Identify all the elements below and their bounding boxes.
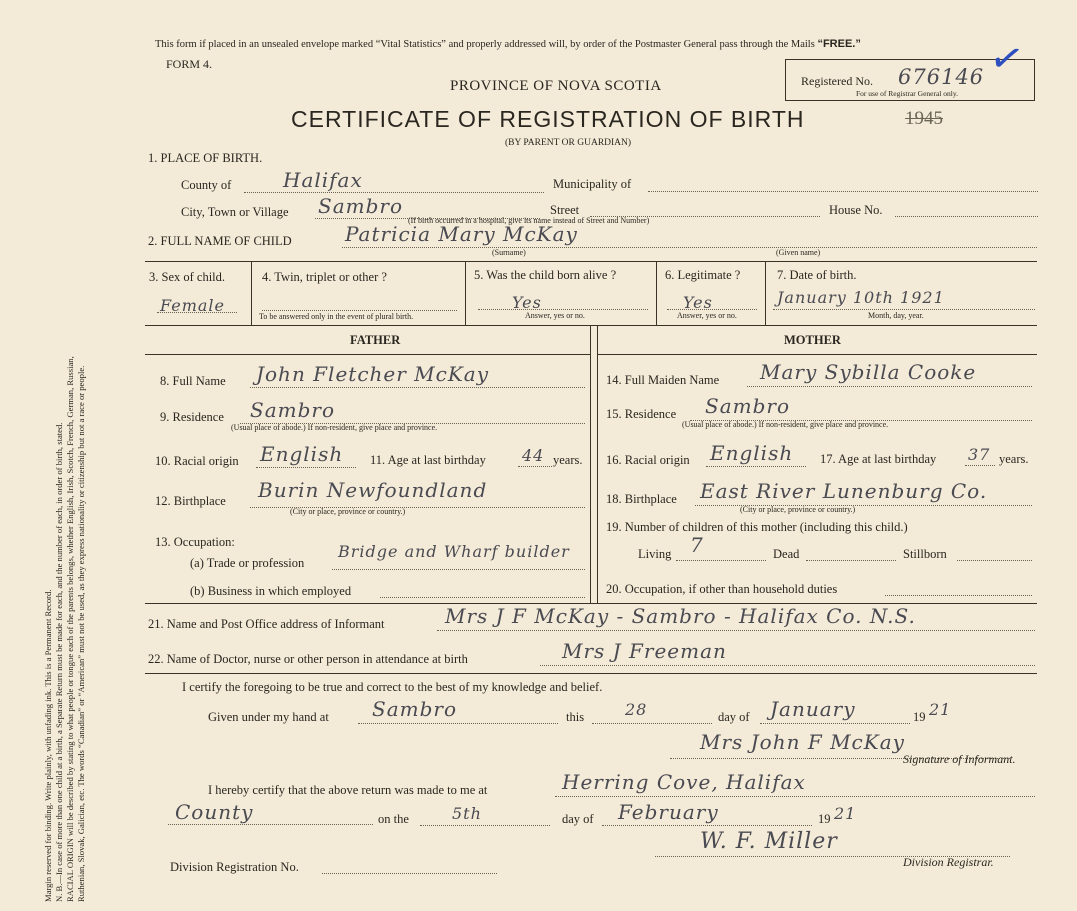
mother-racial-value: English (710, 441, 794, 465)
mother-birthplace-note: (City or place, province or country.) (740, 505, 856, 514)
alive-label: 5. Was the child born alive ? (474, 268, 617, 282)
informant-value: Mrs J F McKay - Sambro - Halifax Co. N.S. (445, 604, 916, 628)
form-number: FORM 4. (166, 57, 213, 71)
informant-signature: Mrs John F McKay (700, 730, 905, 754)
alive-value: Yes (512, 293, 542, 312)
father-racial-label: 10. Racial origin (155, 454, 239, 468)
father-years-label: years. (553, 453, 583, 467)
mother-birthplace-label: 18. Birthplace (606, 492, 677, 506)
certify-statement: I certify the foregoing to be true and correct to the best of my knowledge and belief. (182, 680, 603, 694)
registrar-statement: I hereby certify that the above return was made to me at (208, 783, 488, 797)
registrar-month-value: February (618, 800, 719, 824)
margin-line: Ruthenian, Slovak, Galician, etc. The words “Canadian” or “American” must not be used, as they express nationality or citizenship but not a race or people. (76, 365, 86, 902)
registrar-year-value: 21 (834, 804, 857, 823)
division-registration-label: Division Registration No. (170, 860, 299, 874)
given-day-of-label: day of (718, 710, 750, 724)
father-birthplace-value: Burin Newfoundland (258, 478, 488, 502)
father-age-label: 11. Age at last birthday (370, 453, 486, 467)
given-label: Given under my hand at (208, 710, 329, 724)
margin-instructions (43, 32, 87, 902)
registrar-county-value: County (175, 800, 254, 824)
province-heading: PROVINCE OF NOVA SCOTIA (450, 78, 662, 94)
county-value: Halifax (283, 168, 363, 192)
check-mark-icon: ✓ (985, 33, 1028, 85)
mother-occupation-label: 20. Occupation, if other than household duties (606, 582, 838, 596)
registrar-signature: W. F. Miller (700, 829, 838, 854)
father-heading: FATHER (350, 333, 401, 347)
registrar-place-value: Herring Cove, Halifax (562, 770, 806, 794)
place-of-birth-heading: 1. PLACE OF BIRTH. (148, 151, 263, 165)
father-residence-note: (Usual place of abode.) If non-resident, give place and province. (231, 423, 438, 432)
given-year-prefix: 19 (913, 710, 926, 724)
living-value: 7 (690, 533, 704, 557)
street-label: Street (550, 203, 580, 217)
page-subtitle: (BY PARENT OR GUARDIAN) (505, 138, 632, 148)
given-name-note: (Given name) (776, 248, 821, 257)
given-year-value: 21 (929, 700, 952, 719)
mother-heading: MOTHER (784, 333, 841, 347)
margin-line: Margin reserved for binding. Write plainly, with unfading ink. This is a Permanent Record. (43, 589, 53, 902)
stillborn-label: Stillborn (903, 547, 947, 561)
registered-note: For use of Registrar General only. (856, 89, 958, 98)
father-birthplace-label: 12. Birthplace (155, 494, 226, 508)
mother-age-label: 17. Age at last birthday (820, 452, 937, 466)
father-name-label: 8. Full Name (160, 374, 226, 388)
father-residence-label: 9. Residence (160, 410, 224, 424)
page-title: CERTIFICATE OF REGISTRATION OF BIRTH (291, 106, 805, 132)
business-label: (b) Business in which employed (190, 584, 352, 598)
municipality-label: Municipality of (553, 177, 632, 191)
sex-value: Female (160, 296, 225, 315)
mother-age-value: 37 (968, 445, 991, 464)
free-label: “FREE.” (817, 38, 861, 50)
house-no-label: House No. (829, 203, 883, 217)
mother-birthplace-value: East River Lunenburg Co. (700, 479, 988, 503)
date-of-birth-label: 7. Date of birth. (777, 268, 857, 282)
mother-residence-value: Sambro (705, 394, 790, 418)
alive-note: Answer, yes or no. (525, 311, 585, 320)
mother-name-label: 14. Full Maiden Name (606, 373, 720, 387)
registrar-day-of-label: day of (562, 812, 594, 826)
informant-signature-label: Signature of Informant. (903, 752, 1016, 766)
informant-label: 21. Name and Post Office address of Informant (148, 617, 385, 631)
margin-line: N. B.—In case of more than one child at a birth, a Separate Return must be made for each, and the number of each, in order of birth, stated. (54, 422, 64, 902)
this-label: this (566, 710, 585, 724)
father-name-value: John Fletcher McKay (256, 362, 490, 386)
given-month-value: January (770, 697, 856, 721)
registrar-year-prefix: 19 (818, 812, 831, 826)
child-name-label: 2. FULL NAME OF CHILD (148, 234, 292, 248)
given-day-value: 28 (625, 700, 648, 719)
date-of-birth-value: January 10th 1921 (777, 288, 945, 307)
legitimate-label: 6. Legitimate ? (665, 268, 741, 282)
mother-residence-label: 15. Residence (606, 407, 677, 421)
margin-line: RACIAL ORIGIN will be described by stating to what people or tongue each of the parents belongs, whether English, Irish, Scotch, French, German, Russian, (65, 356, 75, 902)
doctor-label: 22. Name of Doctor, nurse or other person in attendance at birth (148, 652, 468, 666)
county-label: County of (181, 178, 232, 192)
on-the-label: on the (378, 812, 409, 826)
father-residence-value: Sambro (250, 398, 335, 422)
father-birthplace-note: (City or place, province or country.) (290, 507, 406, 516)
father-occupation-label: 13. Occupation: (155, 535, 235, 549)
living-label: Living (638, 547, 672, 561)
father-age-value: 44 (522, 446, 545, 465)
mother-residence-note: (Usual place of abode.) If non-resident, give place and province. (682, 420, 889, 429)
child-name-value: Patricia Mary McKay (345, 222, 578, 246)
registered-label: Registered No. (801, 74, 873, 88)
struck-year: 1945 (905, 108, 943, 129)
date-note: Month, day, year. (868, 311, 924, 320)
children-count-label: 19. Number of children of this mother (including this child.) (606, 520, 908, 534)
doctor-value: Mrs J Freeman (562, 639, 727, 663)
sex-label: 3. Sex of child. (149, 270, 226, 284)
mother-years-label: years. (999, 452, 1029, 466)
twin-note: To be answered only in the event of plural birth. (259, 312, 414, 321)
dead-label: Dead (773, 547, 800, 561)
division-registrar-label: Division Registrar. (903, 855, 994, 869)
mother-name-value: Mary Sybilla Cooke (760, 360, 977, 384)
legitimate-note: Answer, yes or no. (677, 311, 737, 320)
postal-notice-text: This form if placed in an unsealed envelope marked “Vital Statistics” and properly addressed will, by order of the Postmaster General pass through the Mails (155, 39, 815, 50)
registrar-day-value: 5th (452, 804, 482, 823)
mother-racial-label: 16. Racial origin (606, 453, 690, 467)
postal-notice (155, 38, 861, 50)
registered-number: 676146 (898, 65, 985, 89)
surname-note: (Surname) (492, 248, 526, 257)
father-racial-value: English (260, 442, 344, 466)
hospital-note: (If birth occurred in a hospital, give its name instead of Street and Number) (408, 216, 650, 225)
trade-label: (a) Trade or profession (190, 556, 305, 570)
given-place-value: Sambro (372, 697, 457, 721)
twin-label: 4. Twin, triplet or other ? (262, 270, 387, 284)
trade-value: Bridge and Wharf builder (338, 542, 570, 561)
city-label: City, Town or Village (181, 205, 289, 219)
legitimate-value: Yes (683, 293, 713, 312)
city-value: Sambro (318, 194, 403, 218)
